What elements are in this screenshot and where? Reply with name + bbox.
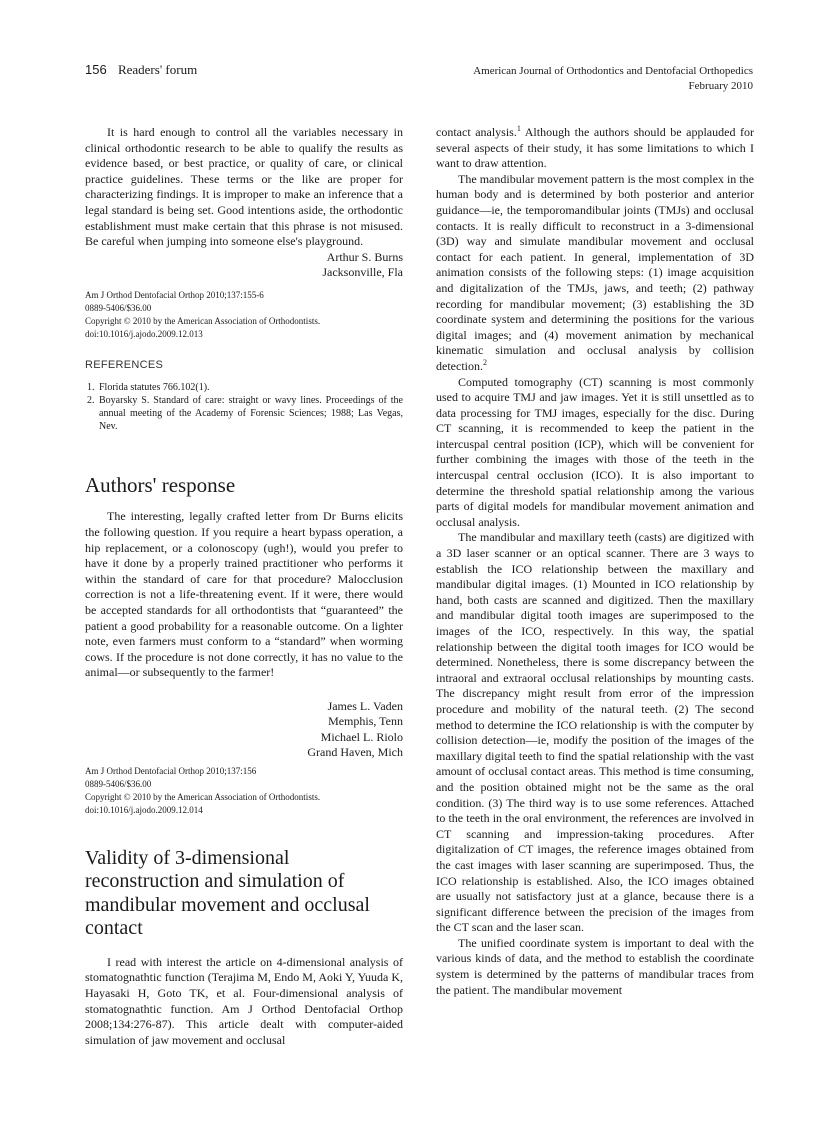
letter1-body: It is hard enough to control all the variables necessary in clinical orthodontic research to be able to qualify the results as evidence based, or best practice, or quality of care, or clinical practice guidelines. These terms or the like are proper for characterizing findings. It is improper to make an inference that a legal standard is being set. Good intentions aside, the orthodontic establishment must make certain that this phrase is not misused. Be careful when jumping into someone else's playground. [85,125,403,249]
reference-item: 1. Florida statutes 766.102(1). [97,381,403,394]
letter2-paragraph-3: Computed tomography (CT) scanning is most commonly used to acquire TMJ and jaw images. Yet it is still unsettled as to data processing for TMJ images, especially for the disc. During CT scanning, it is recommended to keep the patient in the intercuspal central position (ICP), which will be convenient for further combining the images with those of the teeth in the intercuspal central occlusion (ICO). It is also important to determine the threshold spatial relationship among the various parts of digital models for mandibular movement animation and occlusal analysis. [436,374,754,529]
response-doi[interactable]: doi:10.1016/j.ajodo.2009.12.014 [85,804,203,815]
authors-response-heading: Authors' response [85,473,236,498]
reference-item: 2. Boyarsky S. Standard of care: straight or wavy lines. Proceedings of the annual meeting of the Academy of Forensic Sciences; 1988; Las Vegas, Nev. [97,394,403,433]
response-copyright: Copyright © 2010 by the American Association of Orthodontists. [85,791,321,802]
text-span: Although the authors should be applauded for several aspects of their study, it has some limitations to which I want to draw attention. [436,125,754,171]
response-location-1: Memphis, Tenn [328,714,403,729]
page-number: 156 [85,62,107,77]
response-author-2: Michael L. Riolo [320,729,403,744]
letter1-copyright: Copyright © 2010 by the American Association of Orthodontists. [85,315,321,326]
left-column [85,125,403,1048]
response-author-1: James L. Vaden [327,698,403,713]
response-meta [85,765,403,817]
letter2-paragraph-5: The unified coordinate system is important to deal with the various kinds of data, and the method to establish the coordinate system is determined by the patterns of mandibular traces from the patient. The mandibular movement [436,935,754,997]
letter2-title: Validity of 3-dimensional reconstruction and simulation of mandibular movement and occlusal contact [85,846,370,940]
response-issn: 0889-5406/$36.00 [85,778,152,789]
letter1-issn: 0889-5406/$36.00 [85,302,152,313]
letter1-meta [85,289,403,341]
references-list [85,381,403,433]
right-column [436,125,754,998]
letter1-location: Jacksonville, Fla [322,265,403,280]
text-span: contact analysis. [436,125,517,139]
response-body: The interesting, legally crafted letter from Dr Burns elicits the following question. If you require a heart bypass operation, a hip replacement, or a colonoscopy (ugh!), would you prefer to have it done by a properly trained practitioner who performs it within the standard of care for that procedure? Malocclusion correction is not a life-threatening event. If it were, there would be accepted standards for all orthodontists that “guaranteed” the patient a good probability for a reasonable outcome. On a lighter note, even farmers must conform to a “standard” when worming cows. If the procedure is not done correctly, it has no value to the animal—or subsequently to the farmer! [85,509,403,680]
journal-name: American Journal of Orthodontics and Dentofacial Orthopedics [473,65,753,77]
section-name: Readers' forum [117,62,198,77]
citation-superscript: 1 [516,124,521,133]
letter2-paragraph-1-start: I read with interest the article on 4-dimensional analysis of stomatognathtic function (Terajima M, Endo M, Aoki Y, Yuuda K, Hayasaki H, Goto TK, et al. Four-dimensional analysis of stomatognathtic function. Am J Orthod Dentofacial Orthop 2008;134:276-87). This article dealt with computer-aided simulation of jaw movement and occlusal [85,954,403,1047]
issue-date: February 2010 [688,80,753,92]
running-header-right [473,64,753,94]
response-location-2: Grand Haven, Mich [307,745,403,760]
references-heading: REFERENCES [85,358,164,371]
letter1-doi[interactable]: doi:10.1016/j.ajodo.2009.12.013 [85,328,203,339]
letter2-paragraph-4: The mandibular and maxillary teeth (casts) are digitized with a 3D laser scanner or an optical scanner. There are 3 ways to establish the ICO relationship between the maxillary and mandibular digital images. (1) Mounted in ICO relationship by hand, both casts are scanned and digitized. Then the maxillary and mandibular digital tooth images are superimposed to the images of the ICO, respectively. In this way, the spatial relationship between the digital tooth images for ICO would be determined. Nonetheless, there is some discrepancy between the intraoral and extraoral occlusal relationships by mounting casts. The discrepancy might result from error of the impression procedure and mobility of the natural teeth. (2) The second method to determine the ICO relationship is with the computer by collision detection—ie, modify the position of the images of the maxillary digital teeth to find the spatial relationship with the vast amount of occlusal contact areas. This method is time consuming, and the position obtained might not be the same as the oral condition. (3) The third way is to use some references. Attached to the teeth in the oral environment, the references are involved in CT scanning and impression-taking procedures. After digitalization of CT images, the reference images obtained from the cast images with laser scanning are superimposed. Thus, the ICO relationship is established. Also, the ICO images obtained are usually not satisfactory just at a glance, because there is a significant difference between the precision of the images from the CT scan and the laser scan. [436,530,754,935]
letter2-paragraph-1-end [436,125,754,172]
response-citation: Am J Orthod Dentofacial Orthop 2010;137:156 [85,765,257,776]
citation-superscript: 2 [482,357,487,367]
letter1-author: Arthur S. Burns [326,249,403,264]
letter2-paragraph-2 [436,172,754,375]
text-span: The mandibular movement pattern is the most complex in the human body and is determined by both posterior and anterior guidance—ie, the temporomandibular joints (TMJs) and occlusal contacts. It is really difficult to reconstruct in a 3-dimensional (3D) way and simulate mandibular movement and occlusal contact for each patient. In general, implementation of 3D animation consists of the following steps: (1) image acquisition and digitalization of the TMJs, jaws, and teeth; (2) pathway recording for mandibular movement; (3) establishing the 3D coordinate system and determining the positions for the various digital images; and (4) movement animation by mechanical kinematic simulation and occlusal analysis by collision detection. [436,171,754,373]
running-header-left [85,62,197,78]
letter1-citation: Am J Orthod Dentofacial Orthop 2010;137:155-6 [85,289,264,300]
